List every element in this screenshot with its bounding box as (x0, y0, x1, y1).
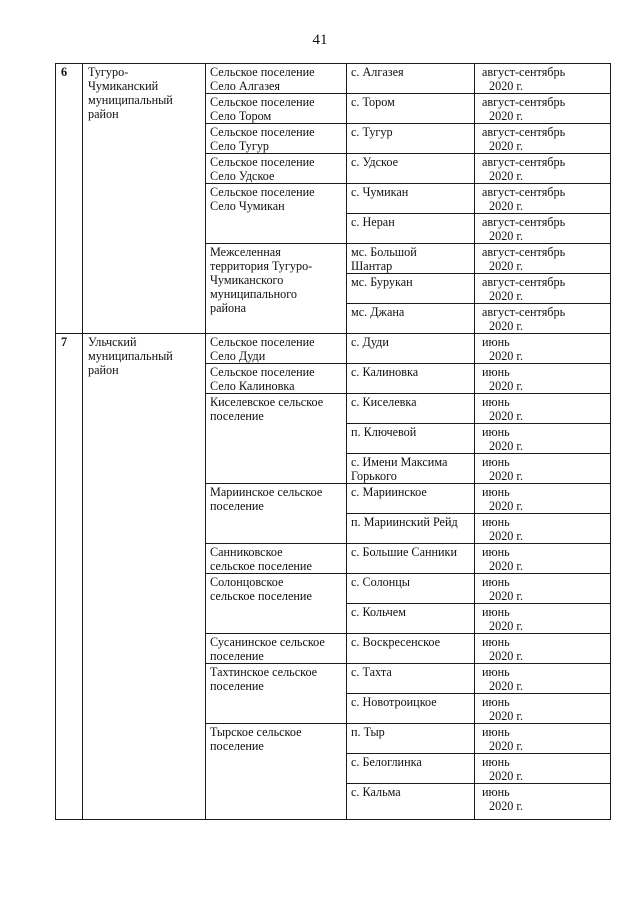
table-row (56, 64, 611, 94)
period-months: июнь (482, 725, 510, 739)
period-cell (475, 514, 611, 544)
locality-name: мс. Джана (347, 304, 475, 334)
settlement-name: Сельское поселение Село Калиновка (206, 364, 347, 394)
settlement-name: Санниковское сельское поселение (206, 544, 347, 574)
period-cell (475, 604, 611, 634)
period-year: 2020 г. (489, 259, 524, 273)
period-months: июнь (482, 515, 510, 529)
locality-name: мс. Большой Шантар (347, 244, 475, 274)
locality-name: мс. Бурукан (347, 274, 475, 304)
period-months: август-сентябрь (482, 185, 566, 199)
settlement-name: Мариинское сельское поселение (206, 484, 347, 544)
period-months: июнь (482, 425, 510, 439)
period-cell (475, 64, 611, 94)
period-cell (475, 634, 611, 664)
settlement-name: Сельское поселение Село Тугур (206, 124, 347, 154)
period-year: 2020 г. (489, 709, 524, 723)
period-months: август-сентябрь (482, 155, 566, 169)
period-year: 2020 г. (489, 769, 524, 783)
period-year: 2020 г. (489, 679, 524, 693)
period-months: июнь (482, 335, 510, 349)
period-year: 2020 г. (489, 619, 524, 633)
locality-name: с. Киселевка (347, 394, 475, 424)
period-cell (475, 754, 611, 784)
period-months: июнь (482, 785, 510, 799)
period-year: 2020 г. (489, 499, 524, 513)
period-year: 2020 г. (489, 529, 524, 543)
period-months: август-сентябрь (482, 305, 566, 319)
locality-name: с. Тугур (347, 124, 475, 154)
locality-name: п. Тыр (347, 724, 475, 754)
district-number: 6 (56, 64, 83, 334)
period-year: 2020 г. (489, 649, 524, 663)
settlement-name: Солонцовское сельское поселение (206, 574, 347, 634)
period-months: июнь (482, 545, 510, 559)
settlement-name: Сельское поселение Село Тором (206, 94, 347, 124)
period-cell (475, 304, 611, 334)
locality-name: с. Воскресенское (347, 634, 475, 664)
locality-name: с. Дуди (347, 334, 475, 364)
locality-name: п. Ключевой (347, 424, 475, 454)
period-cell (475, 184, 611, 214)
period-months: июнь (482, 635, 510, 649)
period-cell (475, 784, 611, 820)
period-cell (475, 94, 611, 124)
period-months: август-сентябрь (482, 245, 566, 259)
period-year: 2020 г. (489, 589, 524, 603)
period-cell (475, 694, 611, 724)
period-cell (475, 484, 611, 514)
period-year: 2020 г. (489, 379, 524, 393)
settlement-name: Киселевское сельское поселение (206, 394, 347, 484)
period-cell (475, 334, 611, 364)
period-cell (475, 724, 611, 754)
period-year: 2020 г. (489, 799, 524, 813)
locality-name: с. Новотроицкое (347, 694, 475, 724)
locality-name: п. Мариинский Рейд (347, 514, 475, 544)
period-months: август-сентябрь (482, 125, 566, 139)
locality-name: с. Большие Санники (347, 544, 475, 574)
settlement-name: Межселенная территория Тугуро- Чумиканского муниципального района (206, 244, 347, 334)
period-months: июнь (482, 665, 510, 679)
period-months: август-сентябрь (482, 215, 566, 229)
period-months: июнь (482, 455, 510, 469)
period-year: 2020 г. (489, 739, 524, 753)
table-row (56, 334, 611, 364)
settlement-name: Тахтинское сельское поселение (206, 664, 347, 724)
settlement-name: Сельское поселение Село Удское (206, 154, 347, 184)
locality-name: с. Неран (347, 214, 475, 244)
period-year: 2020 г. (489, 409, 524, 423)
locality-name: с. Кольчем (347, 604, 475, 634)
period-cell (475, 274, 611, 304)
period-months: июнь (482, 605, 510, 619)
period-cell (475, 394, 611, 424)
period-year: 2020 г. (489, 559, 524, 573)
period-cell (475, 244, 611, 274)
locality-name: с. Чумикан (347, 184, 475, 214)
period-months: июнь (482, 395, 510, 409)
period-year: 2020 г. (489, 139, 524, 153)
locality-name: с. Имени Максима Горького (347, 454, 475, 484)
period-months: август-сентябрь (482, 275, 566, 289)
period-cell (475, 664, 611, 694)
period-year: 2020 г. (489, 199, 524, 213)
period-year: 2020 г. (489, 349, 524, 363)
locality-name: с. Тором (347, 94, 475, 124)
period-year: 2020 г. (489, 439, 524, 453)
period-cell (475, 214, 611, 244)
district-name: Ульчский муниципальный район (83, 334, 206, 820)
period-cell (475, 424, 611, 454)
period-year: 2020 г. (489, 169, 524, 183)
period-months: июнь (482, 365, 510, 379)
period-year: 2020 г. (489, 229, 524, 243)
period-months: август-сентябрь (482, 65, 566, 79)
district-name: Тугуро- Чумиканский муниципальный район (83, 64, 206, 334)
period-months: август-сентябрь (482, 95, 566, 109)
settlement-name: Сельское поселение Село Дуди (206, 334, 347, 364)
period-months: июнь (482, 695, 510, 709)
locality-name: с. Алгазея (347, 64, 475, 94)
period-cell (475, 454, 611, 484)
locality-name: с. Мариинское (347, 484, 475, 514)
period-cell (475, 364, 611, 394)
period-months: июнь (482, 755, 510, 769)
locality-name: с. Удское (347, 154, 475, 184)
locality-name: с. Белоглинка (347, 754, 475, 784)
period-months: июнь (482, 485, 510, 499)
settlement-name: Сусанинское сельское поселение (206, 634, 347, 664)
locality-name: с. Кальма (347, 784, 475, 820)
page-number: 41 (312, 32, 328, 48)
schedule-table (55, 63, 611, 820)
period-cell (475, 154, 611, 184)
period-months: июнь (482, 575, 510, 589)
period-year: 2020 г. (489, 319, 524, 333)
period-cell (475, 544, 611, 574)
district-number: 7 (56, 334, 83, 820)
period-year: 2020 г. (489, 469, 524, 483)
locality-name: с. Тахта (347, 664, 475, 694)
period-cell (475, 574, 611, 604)
locality-name: с. Калиновка (347, 364, 475, 394)
period-year: 2020 г. (489, 79, 524, 93)
settlement-name: Сельское поселение Село Чумикан (206, 184, 347, 244)
settlement-name: Сельское поселение Село Алгазея (206, 64, 347, 94)
settlement-name: Тырское сельское поселение (206, 724, 347, 820)
locality-name: с. Солонцы (347, 574, 475, 604)
period-cell (475, 124, 611, 154)
period-year: 2020 г. (489, 109, 524, 123)
period-year: 2020 г. (489, 289, 524, 303)
